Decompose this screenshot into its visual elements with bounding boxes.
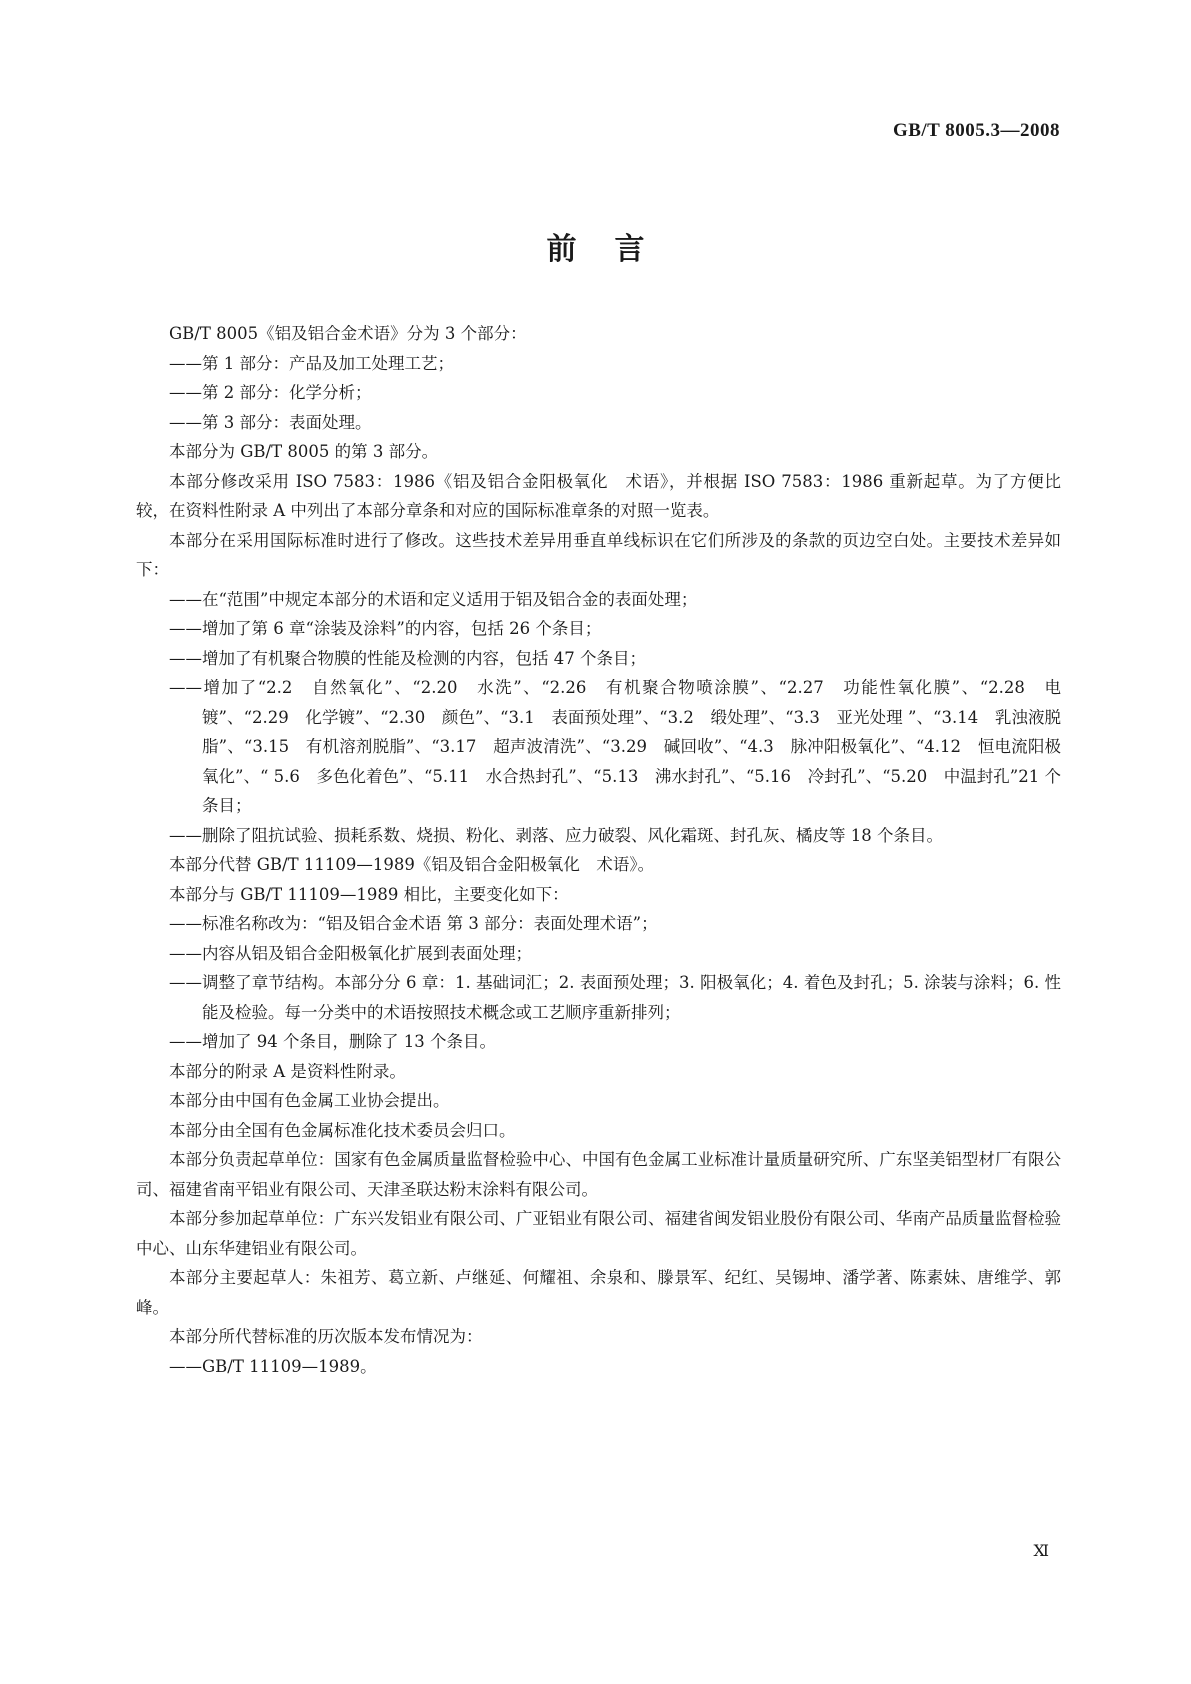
paragraph: 本部分主要起草人：朱祖芳、葛立新、卢继延、何耀祖、余泉和、滕景军、纪红、吴锡坤、潘学著、陈素妹、唐维学、郭峰。 xyxy=(136,1268,1061,1317)
paragraph: 本部分所代替标准的历次版本发布情况为： xyxy=(169,1327,483,1346)
list-item: ——增加了 94 个条目，删除了 13 个条目。 xyxy=(169,1032,496,1051)
paragraph: 本部分与 GB/T 11109—1989 相比，主要变化如下： xyxy=(169,884,569,904)
list-item: ——内容从铝及铝合金阳极氧化扩展到表面处理； xyxy=(169,943,532,963)
list-item: ——标准名称改为：“铝及铝合金术语 第 3 部分：表面处理术语”； xyxy=(169,914,658,933)
list-item: ——增加了有机聚合物膜的性能及检测的内容，包括 47 个条目； xyxy=(169,648,646,668)
paragraph: 本部分负责起草单位：国家有色金属质量监督检验中心、中国有色金属工业标准计量质量研究所、广东坚美铝型材厂有限公司、福建省南平铝业有限公司、天津圣联达粉末涂料有限公司。 xyxy=(136,1150,1061,1199)
list-item: ——第 2 部分：化学分析； xyxy=(169,383,372,402)
paragraph: GB/T 8005《铝及铝合金术语》分为 3 个部分： xyxy=(169,324,527,343)
paragraph: 本部分由中国有色金属工业协会提出。 xyxy=(169,1091,450,1110)
list-item: ——第 3 部分：表面处理。 xyxy=(169,412,372,432)
paragraph: 本部分的附录 A 是资料性附录。 xyxy=(169,1061,406,1081)
document-body xyxy=(136,319,1061,1381)
list-item: ——删除了阻抗试验、损耗系数、烧损、粉化、剥落、应力破裂、风化霜斑、封孔灰、橘皮等 18 个条目。 xyxy=(169,825,943,845)
paragraph: 本部分由全国有色金属标准化技术委员会归口。 xyxy=(169,1120,516,1140)
list-item: ——增加了“2.2 自然氧化”、“2.20 水洗”、“2.26 有机聚合物喷涂膜”、“2.27 功能性氧化膜”、“2.28 电镀”、“2.29 化学镀”、“2.30 颜色”、“3.1 表面预处理”、“3.2 缎处理”、“3.3 亚光处理 ”、“3.14 乳浊液脱脂”、“3.15 有机溶剂脱脂”、“3.17 超声波清洗”、“3.29 碱回收”、“4.3 脉冲阳极氧化”、“4.12 恒电流阳极氧化”、“ 5.6 多色化着色”、“5.11 水合热封孔”、“5.13 沸水封孔”、“5.16 冷封孔”、“5.20 中温封孔”21 个条目； xyxy=(169,678,1061,815)
list-item: ——增加了第 6 章“涂装及涂料”的内容，包括 26 个条目； xyxy=(169,619,602,638)
paragraph: 本部分修改采用 ISO 7583：1986《铝及铝合金阳极氧化 术语》，并根据 ISO 7583：1986 重新起草。为了方便比较，在资料性附录 A 中列出了本部分章条和对应的国际标准章条的对照一览表。 xyxy=(136,471,1061,520)
standard-code: GB/T 8005.3—2008 xyxy=(892,120,1060,141)
list-item: ——GB/T 11109—1989。 xyxy=(169,1356,377,1376)
list-item: ——调整了章节结构。本部分分 6 章：1. 基础词汇；2. 表面预处理；3. 阳极氧化；4. 着色及封孔；5. 涂装与涂料；6. 性能及检验。每一分类中的术语按照技术概念或工艺顺序重新排列； xyxy=(169,973,1061,1022)
paragraph: 本部分参加起草单位：广东兴发铝业有限公司、广亚铝业有限公司、福建省闽发铝业股份有限公司、华南产品质量监督检验中心、山东华建铝业有限公司。 xyxy=(136,1209,1061,1258)
list-item: ——第 1 部分：产品及加工处理工艺； xyxy=(169,353,454,373)
paragraph: 本部分在采用国际标准时进行了修改。这些技术差异用垂直单线标识在它们所涉及的条款的页边空白处。主要技术差异如下： xyxy=(136,530,1061,579)
list-item: ——在“范围”中规定本部分的术语和定义适用于铝及铝合金的表面处理； xyxy=(169,589,698,609)
paragraph: 本部分代替 GB/T 11109—1989《铝及铝合金阳极氧化 术语》。 xyxy=(169,855,655,874)
page-title: 前言 xyxy=(546,232,683,267)
page-number: Ⅺ xyxy=(1033,1543,1049,1560)
paragraph: 本部分为 GB/T 8005 的第 3 部分。 xyxy=(169,442,439,461)
